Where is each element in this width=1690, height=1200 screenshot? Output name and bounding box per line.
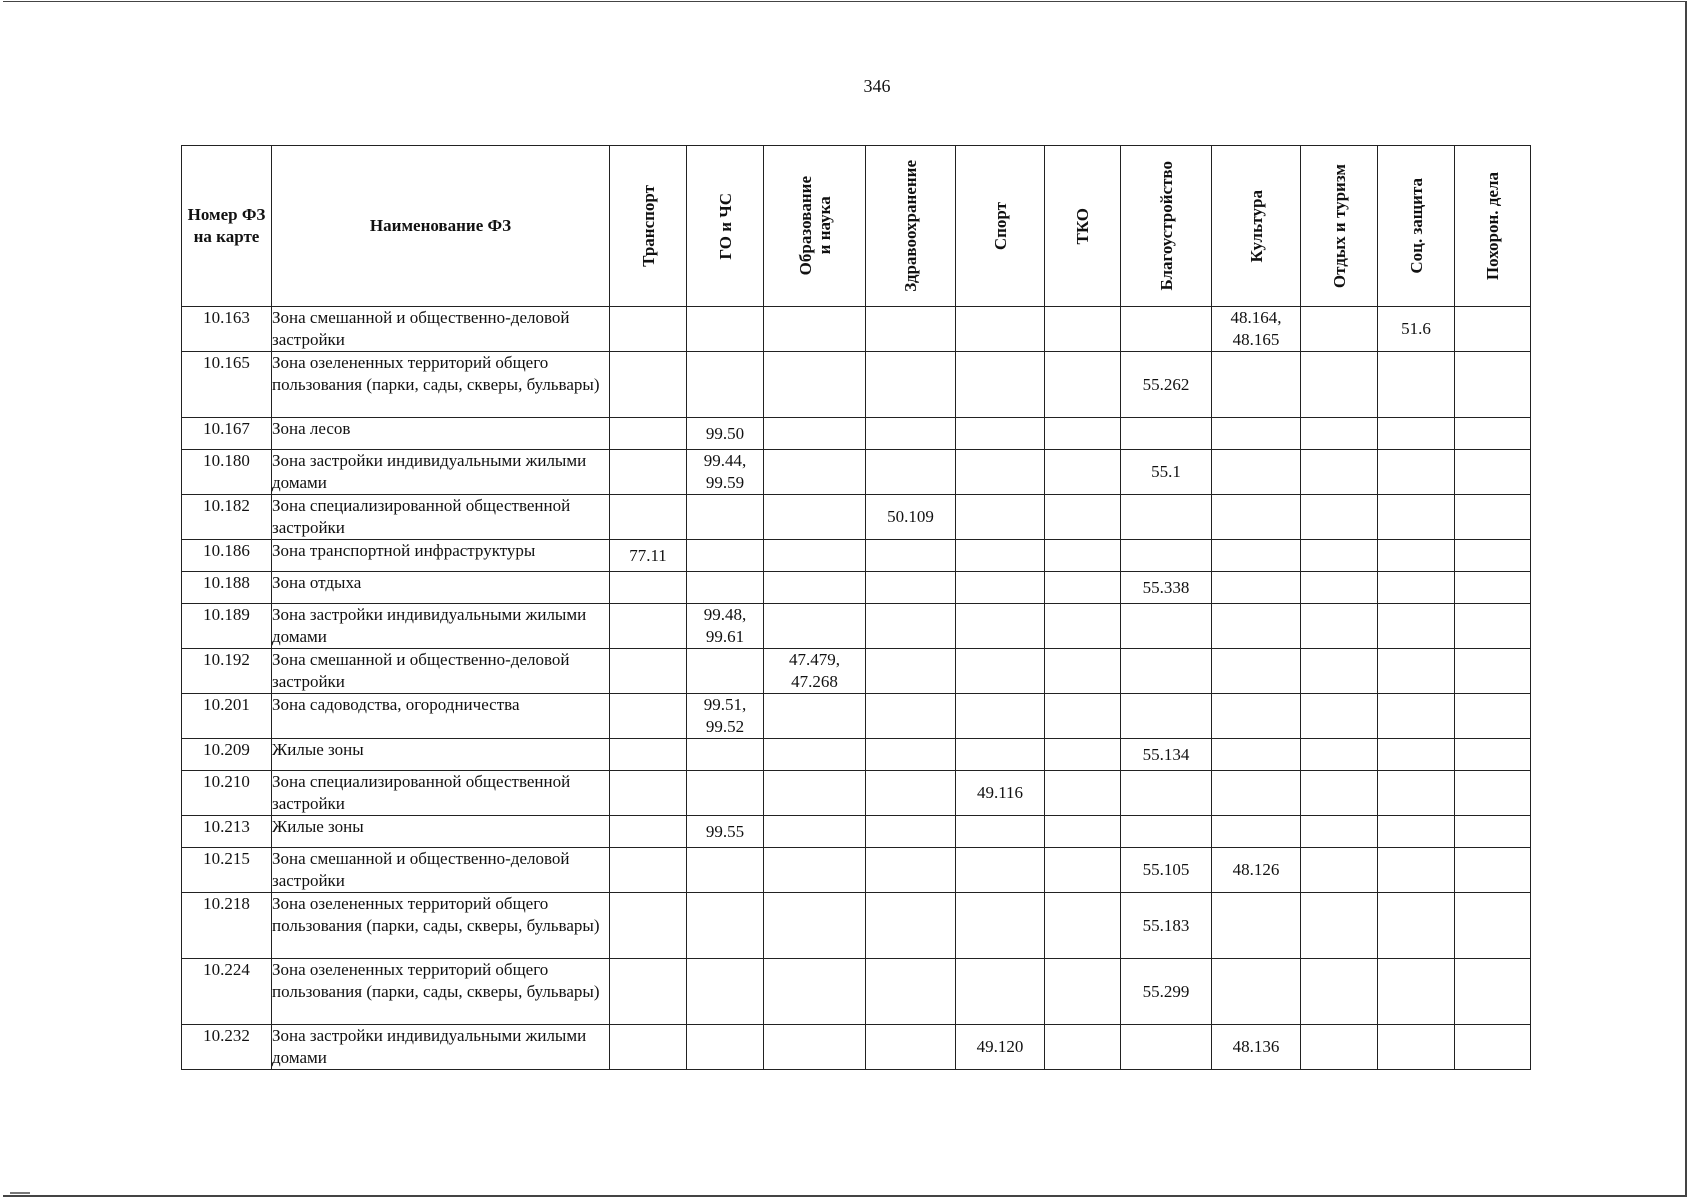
zone-name-cell: Жилые зоны <box>272 739 610 771</box>
zones-table <box>181 145 1531 1070</box>
cell-sport: 49.120 <box>956 1025 1045 1070</box>
header-sport-label: Спорт <box>990 201 1010 251</box>
cell-leisure <box>1301 450 1378 495</box>
cell-go-chs <box>687 1025 764 1070</box>
cell-improvement <box>1121 1025 1212 1070</box>
cell-social <box>1378 450 1455 495</box>
cell-tko <box>1045 450 1121 495</box>
page-number: 346 <box>863 76 891 96</box>
cell-leisure <box>1301 1025 1378 1070</box>
scan-mark <box>10 1192 30 1194</box>
cell-healthcare <box>866 540 956 572</box>
cell-culture: 48.164, 48.165 <box>1212 307 1301 352</box>
table-row <box>182 959 1531 1025</box>
cell-improvement <box>1121 694 1212 739</box>
header-healthcare-label: Здравоохранение <box>901 160 920 292</box>
cell-funeral <box>1455 572 1531 604</box>
cell-culture <box>1212 893 1301 959</box>
cell-tko <box>1045 771 1121 816</box>
header-name: Наименование ФЗ <box>272 146 610 307</box>
cell-social <box>1378 848 1455 893</box>
cell-funeral <box>1455 959 1531 1025</box>
cell-go-chs <box>687 572 764 604</box>
cell-leisure <box>1301 495 1378 540</box>
cell-healthcare <box>866 649 956 694</box>
cell-funeral <box>1455 816 1531 848</box>
cell-education <box>764 572 866 604</box>
cell-sport <box>956 694 1045 739</box>
cell-tko <box>1045 649 1121 694</box>
cell-improvement: 55.338 <box>1121 572 1212 604</box>
cell-go-chs <box>687 540 764 572</box>
zone-number-cell: 10.210 <box>182 771 272 816</box>
cell-culture <box>1212 604 1301 649</box>
header-go-chs <box>687 146 764 307</box>
cell-go-chs: 99.50 <box>687 418 764 450</box>
cell-tko <box>1045 1025 1121 1070</box>
cell-sport <box>956 848 1045 893</box>
header-go-chs-label: ГО и ЧС <box>715 192 735 260</box>
cell-tko <box>1045 540 1121 572</box>
header-leisure-label: Отдых и туризм <box>1329 163 1349 289</box>
header-funeral-label: Похорон. дела <box>1483 171 1502 281</box>
zone-name-cell: Зона специализированной общественной застройки <box>272 495 610 540</box>
cell-transport <box>610 848 687 893</box>
cell-go-chs <box>687 848 764 893</box>
table-row <box>182 816 1531 848</box>
cell-leisure <box>1301 739 1378 771</box>
cell-sport <box>956 450 1045 495</box>
cell-sport <box>956 739 1045 771</box>
cell-transport: 77.11 <box>610 540 687 572</box>
cell-funeral <box>1455 604 1531 649</box>
cell-healthcare <box>866 893 956 959</box>
cell-social <box>1378 1025 1455 1070</box>
cell-social <box>1378 418 1455 450</box>
cell-culture <box>1212 540 1301 572</box>
zone-name-cell: Зона озелененных территорий общего пользования (парки, сады, скверы, бульвары) <box>272 959 610 1025</box>
header-number: Номер ФЗ на карте <box>182 146 272 307</box>
zone-name-cell: Зона смешанной и общественно-деловой застройки <box>272 848 610 893</box>
cell-go-chs: 99.44, 99.59 <box>687 450 764 495</box>
table-row <box>182 495 1531 540</box>
header-improvement <box>1121 146 1212 307</box>
cell-funeral <box>1455 495 1531 540</box>
cell-culture <box>1212 418 1301 450</box>
table-row <box>182 352 1531 418</box>
header-social-label: Соц. защита <box>1406 178 1426 274</box>
cell-healthcare <box>866 771 956 816</box>
cell-sport <box>956 352 1045 418</box>
cell-social <box>1378 816 1455 848</box>
cell-sport <box>956 649 1045 694</box>
cell-sport <box>956 495 1045 540</box>
zone-number-cell: 10.218 <box>182 893 272 959</box>
cell-improvement: 55.262 <box>1121 352 1212 418</box>
cell-improvement <box>1121 604 1212 649</box>
cell-improvement <box>1121 418 1212 450</box>
cell-leisure <box>1301 352 1378 418</box>
cell-tko <box>1045 604 1121 649</box>
zone-number-cell: 10.232 <box>182 1025 272 1070</box>
cell-transport <box>610 418 687 450</box>
header-funeral <box>1455 146 1531 307</box>
cell-healthcare <box>866 1025 956 1070</box>
cell-culture <box>1212 649 1301 694</box>
table-row <box>182 694 1531 739</box>
cell-healthcare <box>866 572 956 604</box>
cell-education <box>764 771 866 816</box>
cell-healthcare <box>866 418 956 450</box>
cell-social <box>1378 739 1455 771</box>
cell-leisure <box>1301 540 1378 572</box>
cell-social: 51.6 <box>1378 307 1455 352</box>
cell-improvement: 55.299 <box>1121 959 1212 1025</box>
cell-leisure <box>1301 816 1378 848</box>
cell-sport <box>956 418 1045 450</box>
cell-education <box>764 893 866 959</box>
table-row <box>182 649 1531 694</box>
cell-tko <box>1045 959 1121 1025</box>
cell-social <box>1378 352 1455 418</box>
cell-transport <box>610 649 687 694</box>
cell-leisure <box>1301 418 1378 450</box>
cell-healthcare <box>866 739 956 771</box>
cell-healthcare <box>866 450 956 495</box>
cell-go-chs <box>687 739 764 771</box>
cell-culture: 48.136 <box>1212 1025 1301 1070</box>
cell-social <box>1378 959 1455 1025</box>
cell-go-chs <box>687 959 764 1025</box>
table-row <box>182 572 1531 604</box>
cell-transport <box>610 1025 687 1070</box>
zone-number-cell: 10.213 <box>182 816 272 848</box>
zone-number-cell: 10.215 <box>182 848 272 893</box>
cell-funeral <box>1455 893 1531 959</box>
zone-name-cell: Зона специализированной общественной застройки <box>272 771 610 816</box>
zone-name-cell: Зона смешанной и общественно-деловой застройки <box>272 649 610 694</box>
cell-education <box>764 848 866 893</box>
header-education-label: Образование и наука <box>795 176 834 276</box>
table-row <box>182 450 1531 495</box>
cell-funeral <box>1455 739 1531 771</box>
cell-sport <box>956 893 1045 959</box>
header-tko-label: ТКО <box>1073 207 1092 245</box>
zone-number-cell: 10.209 <box>182 739 272 771</box>
zone-number-cell: 10.163 <box>182 307 272 352</box>
cell-tko <box>1045 307 1121 352</box>
cell-transport <box>610 307 687 352</box>
cell-culture <box>1212 771 1301 816</box>
zone-number-cell: 10.188 <box>182 572 272 604</box>
cell-sport <box>956 959 1045 1025</box>
cell-sport <box>956 540 1045 572</box>
cell-social <box>1378 694 1455 739</box>
cell-improvement: 55.105 <box>1121 848 1212 893</box>
cell-leisure <box>1301 307 1378 352</box>
zone-number-cell: 10.167 <box>182 418 272 450</box>
cell-tko <box>1045 352 1121 418</box>
cell-culture <box>1212 495 1301 540</box>
zone-number-cell: 10.182 <box>182 495 272 540</box>
table-row <box>182 307 1531 352</box>
cell-culture <box>1212 816 1301 848</box>
cell-culture: 48.126 <box>1212 848 1301 893</box>
cell-sport <box>956 604 1045 649</box>
header-education <box>764 146 866 307</box>
cell-leisure <box>1301 771 1378 816</box>
header-tko <box>1045 146 1121 307</box>
cell-funeral <box>1455 771 1531 816</box>
zone-name-cell: Зона озелененных территорий общего пользования (парки, сады, скверы, бульвары) <box>272 352 610 418</box>
cell-tko <box>1045 816 1121 848</box>
cell-funeral <box>1455 450 1531 495</box>
zone-name-cell: Зона застройки индивидуальными жилыми домами <box>272 450 610 495</box>
cell-education <box>764 352 866 418</box>
cell-social <box>1378 604 1455 649</box>
header-transport <box>610 146 687 307</box>
cell-go-chs <box>687 771 764 816</box>
cell-education <box>764 739 866 771</box>
zone-number-cell: 10.224 <box>182 959 272 1025</box>
cell-sport: 49.116 <box>956 771 1045 816</box>
cell-go-chs <box>687 352 764 418</box>
cell-tko <box>1045 848 1121 893</box>
cell-leisure <box>1301 959 1378 1025</box>
zone-number-cell: 10.180 <box>182 450 272 495</box>
cell-sport <box>956 307 1045 352</box>
header-social <box>1378 146 1455 307</box>
cell-culture <box>1212 352 1301 418</box>
cell-sport <box>956 816 1045 848</box>
cell-social <box>1378 771 1455 816</box>
cell-leisure <box>1301 848 1378 893</box>
cell-leisure <box>1301 572 1378 604</box>
zone-name-cell: Зона озелененных территорий общего пользования (парки, сады, скверы, бульвары) <box>272 893 610 959</box>
cell-improvement: 55.1 <box>1121 450 1212 495</box>
cell-go-chs: 99.48, 99.61 <box>687 604 764 649</box>
cell-tko <box>1045 893 1121 959</box>
cell-improvement <box>1121 495 1212 540</box>
cell-funeral <box>1455 307 1531 352</box>
cell-culture <box>1212 572 1301 604</box>
cell-social <box>1378 649 1455 694</box>
cell-transport <box>610 450 687 495</box>
cell-funeral <box>1455 1025 1531 1070</box>
table-row <box>182 848 1531 893</box>
cell-improvement <box>1121 649 1212 694</box>
cell-education <box>764 816 866 848</box>
cell-education <box>764 540 866 572</box>
zone-name-cell: Жилые зоны <box>272 816 610 848</box>
zone-number-cell: 10.189 <box>182 604 272 649</box>
cell-transport <box>610 572 687 604</box>
cell-healthcare <box>866 694 956 739</box>
cell-go-chs <box>687 307 764 352</box>
cell-healthcare <box>866 848 956 893</box>
cell-education <box>764 450 866 495</box>
zone-number-cell: 10.186 <box>182 540 272 572</box>
cell-improvement <box>1121 307 1212 352</box>
header-culture-label: Культура <box>1246 189 1266 263</box>
table-row <box>182 1025 1531 1070</box>
cell-culture <box>1212 450 1301 495</box>
cell-tko <box>1045 572 1121 604</box>
cell-go-chs: 99.55 <box>687 816 764 848</box>
header-healthcare <box>866 146 956 307</box>
cell-transport <box>610 694 687 739</box>
zone-name-cell: Зона лесов <box>272 418 610 450</box>
cell-social <box>1378 495 1455 540</box>
cell-tko <box>1045 739 1121 771</box>
zone-name-cell: Зона транспортной инфраструктуры <box>272 540 610 572</box>
cell-tko <box>1045 418 1121 450</box>
cell-transport <box>610 352 687 418</box>
cell-improvement: 55.183 <box>1121 893 1212 959</box>
table-row <box>182 418 1531 450</box>
cell-healthcare: 50.109 <box>866 495 956 540</box>
cell-education: 47.479, 47.268 <box>764 649 866 694</box>
cell-leisure <box>1301 604 1378 649</box>
cell-leisure <box>1301 694 1378 739</box>
header-culture <box>1212 146 1301 307</box>
cell-education <box>764 495 866 540</box>
table-header-row <box>182 146 1531 307</box>
zone-number-cell: 10.165 <box>182 352 272 418</box>
cell-transport <box>610 495 687 540</box>
cell-funeral <box>1455 848 1531 893</box>
cell-transport <box>610 959 687 1025</box>
table-row <box>182 540 1531 572</box>
cell-healthcare <box>866 959 956 1025</box>
cell-go-chs: 99.51, 99.52 <box>687 694 764 739</box>
cell-go-chs <box>687 649 764 694</box>
cell-education <box>764 418 866 450</box>
cell-leisure <box>1301 893 1378 959</box>
header-transport-label: Транспорт <box>638 185 658 267</box>
cell-transport <box>610 604 687 649</box>
cell-social <box>1378 893 1455 959</box>
cell-improvement <box>1121 540 1212 572</box>
zone-name-cell: Зона смешанной и общественно-деловой застройки <box>272 307 610 352</box>
cell-education <box>764 959 866 1025</box>
cell-sport <box>956 572 1045 604</box>
cell-go-chs <box>687 893 764 959</box>
cell-transport <box>610 893 687 959</box>
cell-healthcare <box>866 816 956 848</box>
table-row <box>182 893 1531 959</box>
zone-name-cell: Зона отдыха <box>272 572 610 604</box>
cell-funeral <box>1455 540 1531 572</box>
cell-education <box>764 1025 866 1070</box>
table-row <box>182 604 1531 649</box>
cell-culture <box>1212 959 1301 1025</box>
cell-leisure <box>1301 649 1378 694</box>
cell-education <box>764 307 866 352</box>
cell-funeral <box>1455 418 1531 450</box>
cell-social <box>1378 572 1455 604</box>
cell-funeral <box>1455 694 1531 739</box>
cell-healthcare <box>866 352 956 418</box>
cell-healthcare <box>866 604 956 649</box>
cell-culture <box>1212 694 1301 739</box>
table-row <box>182 739 1531 771</box>
zone-number-cell: 10.201 <box>182 694 272 739</box>
cell-tko <box>1045 694 1121 739</box>
cell-education <box>764 694 866 739</box>
header-leisure <box>1301 146 1378 307</box>
cell-improvement: 55.134 <box>1121 739 1212 771</box>
cell-transport <box>610 739 687 771</box>
cell-improvement <box>1121 771 1212 816</box>
cell-healthcare <box>866 307 956 352</box>
cell-transport <box>610 816 687 848</box>
cell-education <box>764 604 866 649</box>
cell-tko <box>1045 495 1121 540</box>
header-improvement-label: Благоустройство <box>1156 161 1176 291</box>
table-body <box>182 307 1531 1070</box>
cell-funeral <box>1455 649 1531 694</box>
table-row <box>182 771 1531 816</box>
zone-name-cell: Зона застройки индивидуальными жилыми домами <box>272 1025 610 1070</box>
header-sport <box>956 146 1045 307</box>
cell-culture <box>1212 739 1301 771</box>
zone-name-cell: Зона садоводства, огородничества <box>272 694 610 739</box>
cell-funeral <box>1455 352 1531 418</box>
cell-social <box>1378 540 1455 572</box>
cell-go-chs <box>687 495 764 540</box>
zone-number-cell: 10.192 <box>182 649 272 694</box>
cell-improvement <box>1121 816 1212 848</box>
cell-transport <box>610 771 687 816</box>
zone-name-cell: Зона застройки индивидуальными жилыми домами <box>272 604 610 649</box>
